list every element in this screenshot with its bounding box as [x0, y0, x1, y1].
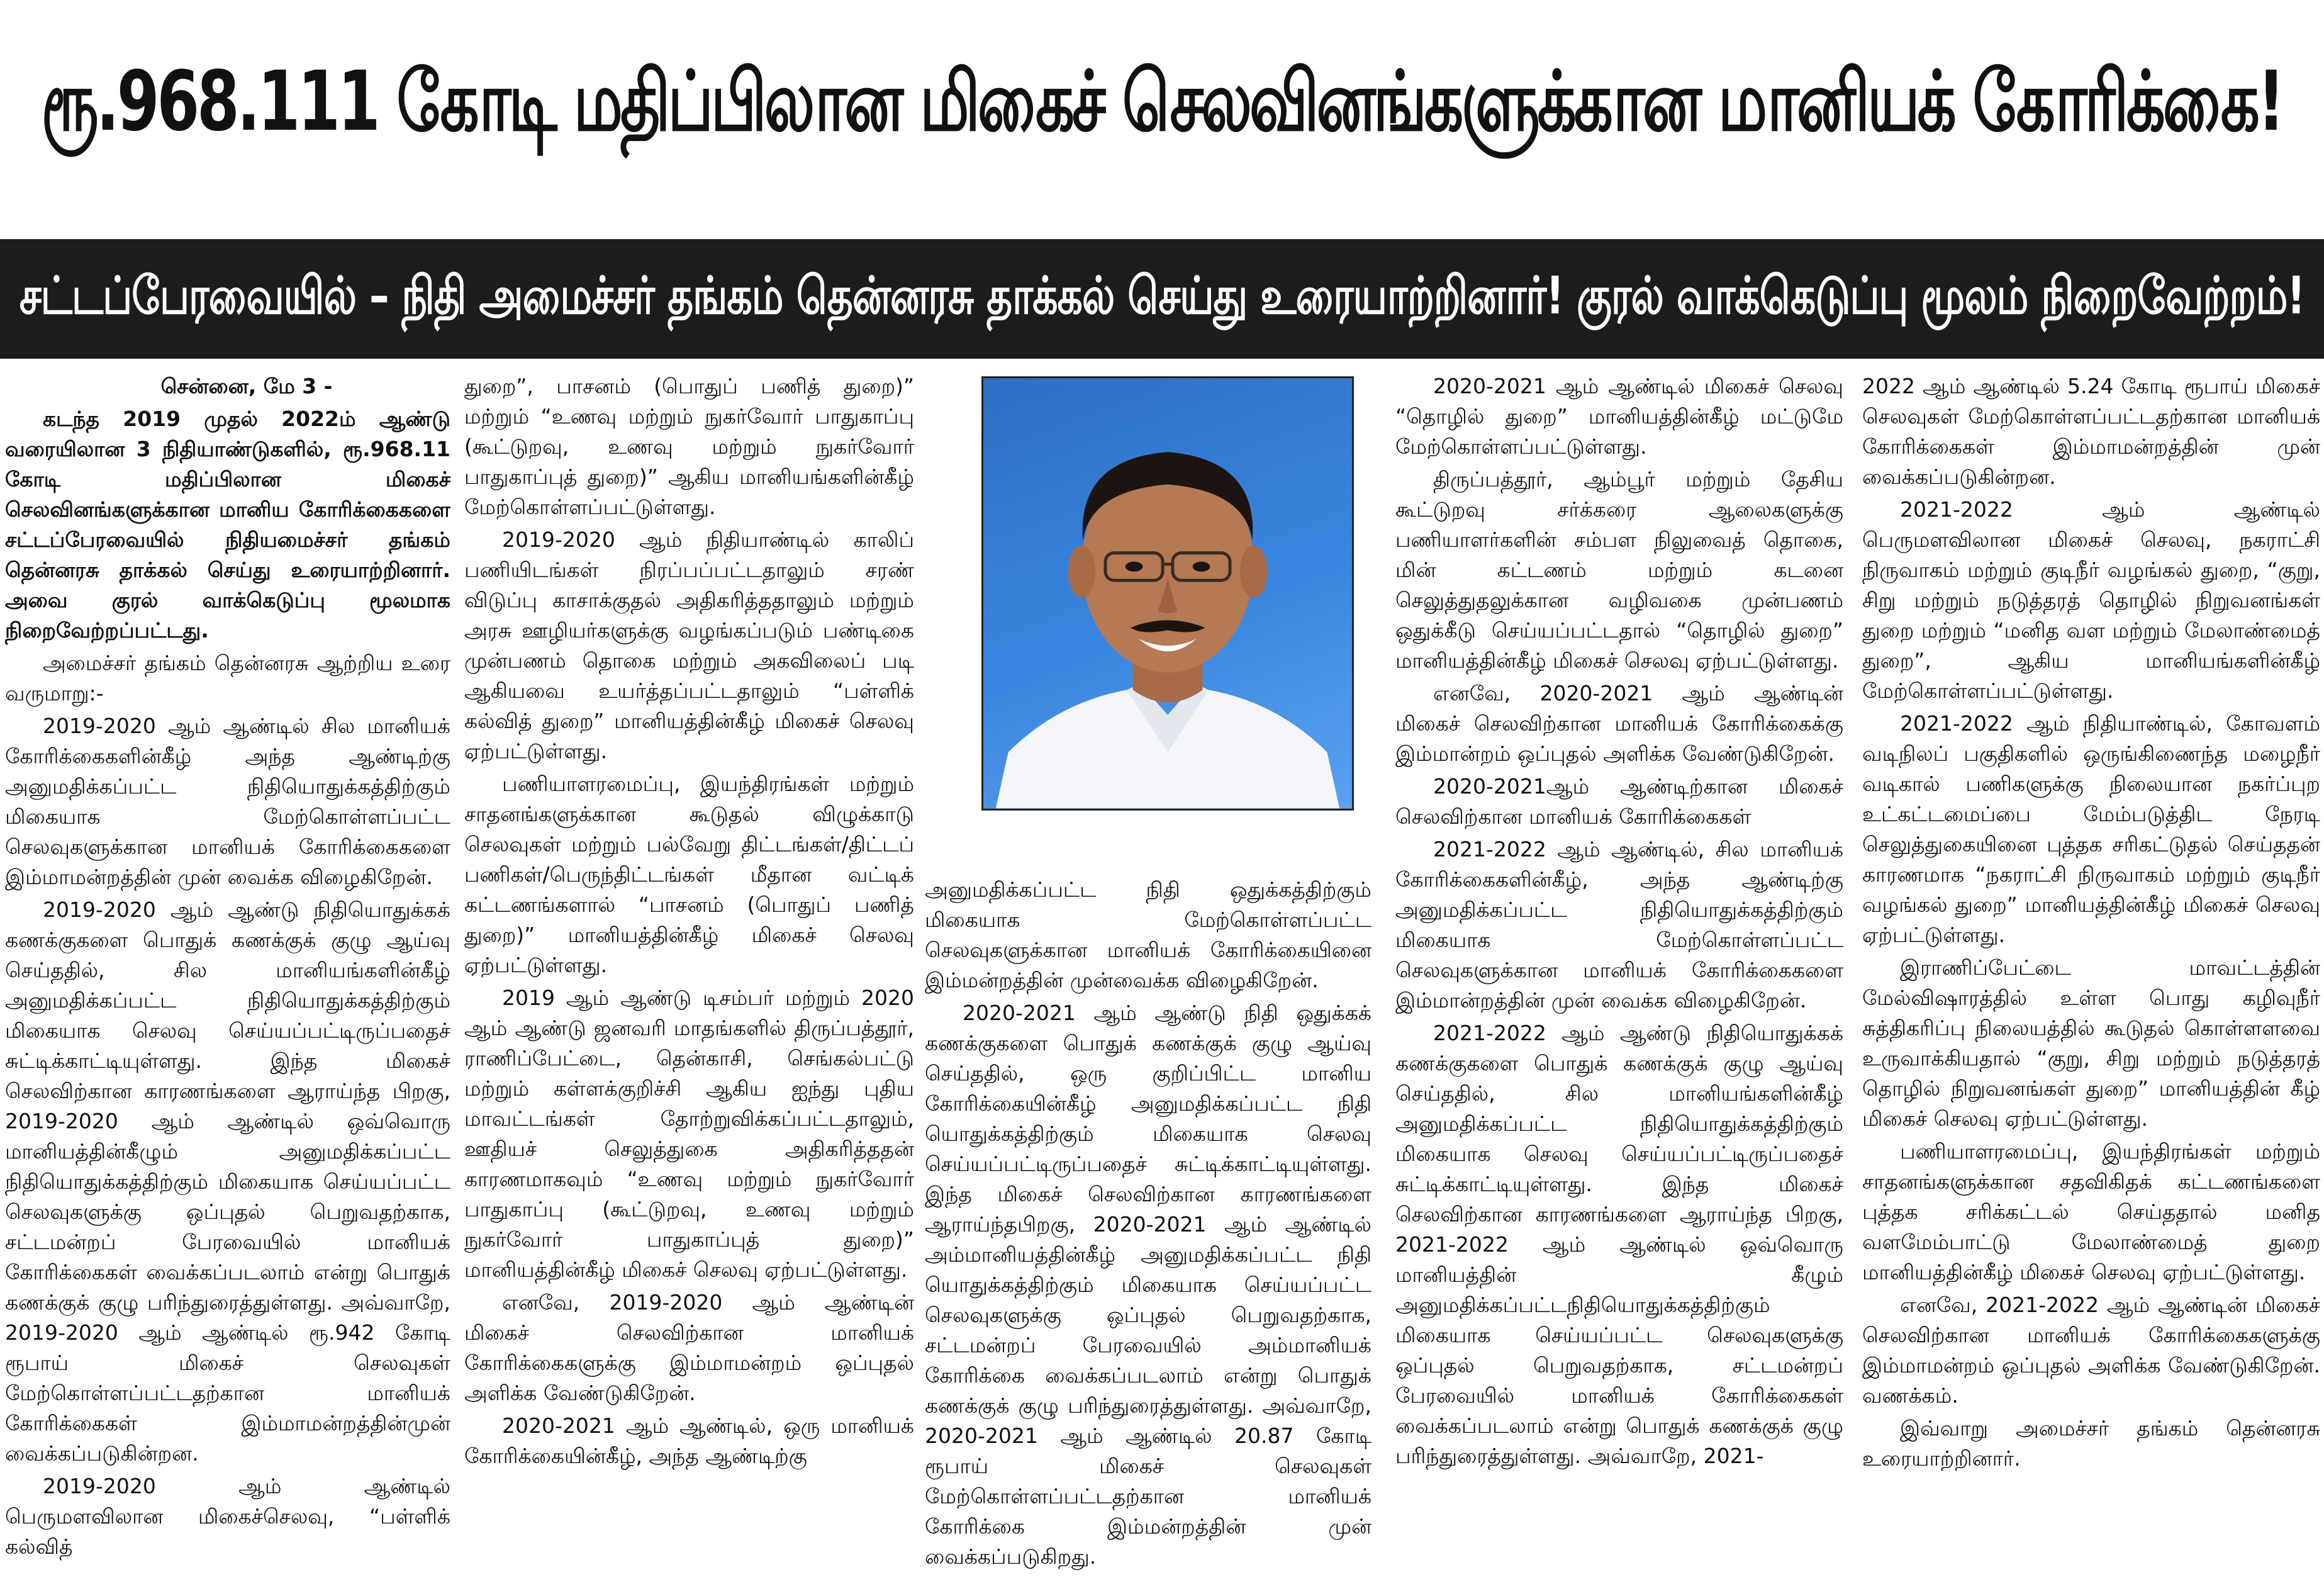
- column-4: [1395, 371, 1843, 1577]
- column-2: [464, 371, 914, 1577]
- lead-paragraph: கடந்த 2019 முதல் 2022ம் ஆண்டு வரையிலான 3 நிதியாண்டுகளில், ரூ.968.11 கோடி மதிப்பிலான மிகைச் செலவினங்களுக்கான மானிய கோரிக்கைகளை சட்டப்பேரவையில் நிதியமைச்சர் தங்கம் தென்னரசு தாக்கல் செய்து உரையாற்றினார். அவை குரல் வாக்கெடுப்பு மூலமாக நிறைவேற்றப்பட்டது.: [5, 407, 450, 643]
- headline: [0, 0, 2324, 214]
- column-3-body: [925, 875, 1371, 1574]
- paragraph: எனவே, 2019-2020 ஆம் ஆண்டின் மிகைச் செலவிற்கான மானியக் கோரிக்கைகளுக்கு இம்மாமன்றம் ஒப்புதல் அளிக்க வேண்டுகிறேன்.: [464, 1290, 914, 1405]
- portrait-illustration: [983, 378, 1352, 809]
- paragraph: இவ்வாறு அமைச்சர் தங்கம் தென்னரசு உரையாற்றினார்.: [1862, 1416, 2320, 1471]
- paragraph: பணியாளரமைப்பு, இயந்திரங்கள் மற்றும் சாதனங்களுக்கான சதவிகிதக் கட்டணங்களை புத்தக சரிக்கட்டல் செய்ததால் மனித வளமேம்பாட்டு மேலாண்மைத் துறை மானியத்தின்கீழ் மிகைச் செலவு ஏற்பட்டுள்ளது.: [1862, 1139, 2320, 1284]
- paragraph: 2021-2022 ஆம் ஆண்டு நிதியொதுக்கக் கணக்குகளை பொதுக் கணக்குக் குழு ஆய்வு செய்ததில், சில மானியங்களின்கீழ் அனுமதிக்கப்பட்ட நிதியொதுக்கத்திற்கும் மிகையாக செலவு செய்யப்பட்டிருப்பதைச் சுட்டிக்காட்டியுள்ளது. இந்த மிகைச் செலவிற்கான காரணங்களை ஆராய்ந்த பிறகு, 2021-2022 ஆம் ஆண்டில் ஒவ்வொரு மானியத்தின் கீழும் அனுமதிக்கப்பட்டநிதியொதுக்கத்திற்கும் மிகையாக செய்யப்பட்ட செலவுகளுக்கு ஒப்புதல் பெறுவதற்காக, சட்டமன்றப் பேரவையில் மானியக் கோரிக்கைகள் வைக்கப்படலாம் என்று பொதுக் கணக்குக் குழு பரிந்துரைத்துள்ளது. அவ்வாறே, 2021-: [1395, 1021, 1843, 1468]
- paragraph: 2019 ஆம் ஆண்டு டிசம்பர் மற்றும் 2020 ஆம் ஆண்டு ஜனவரி மாதங்களில் திருப்பத்தூர், ராணிப்பேட்டை, தென்காசி, செங்கல்பட்டு மற்றும் கள்ளக்குறிச்சி ஆகிய ஐந்து புதிய மாவட்டங்கள் தோற்றுவிக்கப்பட்டதாலும், ஊதியச் செலுத்துகை அதிகரித்ததன் காரணமாகவும் “உணவு மற்றும் நுகர்வோர் பாதுகாப்பு (கூட்டுறவு, உணவு மற்றும் நுகர்வோர் பாதுகாப்புத் துறை)” மானியத்தின்கீழ் மிகைச் செலவு ஏற்பட்டுள்ளது.: [464, 985, 914, 1282]
- paragraph: அனுமதிக்கப்பட்ட நிதி ஒதுக்கத்திற்கும் மிகையாக மேற்கொள்ளப்பட்ட செலவுகளுக்கான மானியக் கோரிக்கையினை இம்மன்றத்தின் முன்வைக்க விழைகிறேன்.: [925, 877, 1371, 992]
- paragraph: 2020-2021ஆம் ஆண்டிற்கான மிகைச் செலவிற்கான மானியக் கோரிக்கைகள்: [1395, 774, 1843, 829]
- paragraph: 2020-2021 ஆம் ஆண்டில், ஒரு மானியக் கோரிக்கையின்கீழ், அந்த ஆண்டிற்கு: [464, 1413, 914, 1468]
- paragraph: எனவே, 2020-2021 ஆம் ஆண்டின் மிகைச் செலவிற்கான மானியக் கோரிக்கைக்கு இம்மான்றம் ஒப்புதல் அளிக்க வேண்டுகிறேன்.: [1395, 681, 1843, 766]
- paragraph: அமைச்சர் தங்கம் தென்னரசு ஆற்றிய உரை வருமாறு:-: [5, 651, 450, 705]
- paragraph: திருப்பத்தூர், ஆம்பூர் மற்றும் தேசிய கூட்டுறவு சர்க்கரை ஆலைகளுக்கு பணியாளர்களின் சம்பள நிலுவைத் தொகை, மின் கட்டணம் மற்றும் கடனை செலுத்துதலுக்கான வழிவகை முன்பணம் ஒதுக்கீடு செய்யப்பட்டதால் “தொழில் துறை” மானியத்தின்கீழ் மிகைச் செலவு ஏற்பட்டுள்ளது.: [1395, 467, 1843, 673]
- paragraph: 2021-2022 ஆம் ஆண்டில் பெருமளவிலான மிகைச் செலவு, நகராட்சி நிருவாகம் மற்றும் குடிநீர் வழங்கல் துறை, “குறு, சிறு மற்றும் நடுத்தரத் தொழில் நிறுவனங்கள் துறை மற்றும் “மனித வள மற்றும் மேலாண்மைத் துறை”, ஆகிய மானியங்களின்கீழ் மேற்கொள்ளப்பட்டுள்ளது.: [1862, 497, 2320, 703]
- subheadline-bar: [0, 239, 2324, 359]
- dateline: சென்னை, மே 3 -: [160, 374, 333, 398]
- column-1: [5, 371, 450, 1577]
- paragraph: இராணிப்பேட்டை மாவட்டத்தின் மேல்விஷாரத்தில் உள்ள பொது கழிவுநீர் சுத்திகரிப்பு நிலையத்தில் கூடுதல் கொள்ளளவை உருவாக்கியதால் “குறு, சிறு மற்றும் நடுத்தரத் தொழில் நிறுவனங்கள் துறை” மானியத்தின் கீழ் மிகைச் செலவு ஏற்பட்டுள்ளது.: [1862, 955, 2320, 1131]
- subheadline-text: சட்டப்பேரவையில் – நிதி அமைச்சர் தங்கம் தென்னரசு தாக்கல் செய்து உரையாற்றினார்! குரல் வாக்கெடுப்பு மூலம் நிறைவேற்றம்!: [19, 265, 2305, 326]
- paragraph: 2021-2022 ஆம் நிதியாண்டில், கோவளம் வடிநிலப் பகுதிகளில் ஒருங்கிணைந்த மழைநீர் வடிகால் பணிகளுக்கு நிலையான நகர்ப்புற உட்கட்டமைப்பை மேம்படுத்திட நேரடி செலுத்துகையினை புத்தக சரிகட்டுதல் செய்ததன் காரணமாக “நகராட்சி நிருவாகம் மற்றும் குடிநீர் வழங்கல் துறை” மானியத்தின்கீழ் மிகைச் செலவு ஏற்பட்டுள்ளது.: [1862, 711, 2320, 947]
- headline-text: ரூ.968.111 கோடி மதிப்பிலான மிகைச் செலவினங்களுக்கான மானியக் கோரிக்கை!: [41, 53, 2283, 149]
- column-5: [1862, 371, 2320, 1577]
- paragraph: 2019-2020 ஆம் ஆண்டு நிதியொதுக்கக் கணக்குகளை பொதுக் கணக்குக் குழு ஆய்வு செய்ததில், சில மானியங்களின்கீழ் அனுமதிக்கப்பட்ட நிதியொதுக்கத்திற்கும் மிகையாக செலவு செய்யப்பட்டிருப்பதைச் சுட்டிக்காட்டியுள்ளது. இந்த மிகைச் செலவிற்கான காரணங்களை ஆராய்ந்த பிறகு, 2019-2020 ஆம் ஆண்டில் ஒவ்வொரு மானியத்தின்கீழும் அனுமதிக்கப்பட்ட நிதியொதுக்கத்திற்கும் மிகையாக செய்யப்பட்ட செலவுகளுக்கு ஒப்புதல் பெறுவதற்காக, சட்டமன்றப் பேரவையில் மானியக் கோரிக்கைகள் வைக்கப்படலாம் என்று பொதுக் கணக்குக் குழு பரிந்துரைத்துள்ளது. அவ்வாறே, 2019-2020 ஆம் ஆண்டில் ரூ.942 கோடி ரூபாய் மிகைச் செலவுகள் மேற்கொள்ளப்பட்டதற்கான மானியக் கோரிக்கைகள் இம்மாமன்றத்தின்முன் வைக்கப்படுகின்றன.: [5, 897, 450, 1466]
- paragraph: 2020-2021 ஆம் ஆண்டு நிதி ஒதுக்கக் கணக்குகளை பொதுக் கணக்குக் குழு ஆய்வு செய்ததில், ஒரு குறிப்பிட்ட மானிய கோரிக்கையின்கீழ் அனுமதிக்கப்பட்ட நிதி யொதுக்கத்திற்கும் மிகையாக செலவு செய்யப்பட்டிருப்பதைச் சுட்டிக்காட்டியுள்ளது. இந்த மிகைச் செலவிற்கான காரணங்களை ஆராய்ந்தபிறகு, 2020-2021 ஆம் ஆண்டில் அம்மானியத்தின்கீழ் அனுமதிக்கப்பட்ட நிதி யொதுக்கத்திற்கும் மிகையாக செய்யப்பட்ட செலவுகளுக்கு ஒப்புதல் பெறுவதற்காக, சட்டமன்றப் பேரவையில் அம்மானியக் கோரிக்கை வைக்கப்படலாம் என்று பொதுக் கணக்குக் குழு பரிந்துரைத்துள்ளது. அவ்வாறே, 2020-2021 ஆம் ஆண்டில் 20.87 கோடி ரூபாய் மிகைச் செலவுகள் மேற்கொள்ளப்பட்டதற்கான மானியக் கோரிக்கை இம்மன்றத்தின் முன் வைக்கப்படுகிறது.: [925, 1001, 1371, 1569]
- minister-photo: [981, 376, 1354, 811]
- paragraph: 2020-2021 ஆம் ஆண்டில் மிகைச் செலவு “தொழில் துறை” மானியத்தின்கீழ் மட்டுமே மேற்கொள்ளப்பட்டுள்ளது.: [1395, 374, 1843, 459]
- paragraph: 2019-2020 ஆம் ஆண்டில் பெருமளவிலான மிகைச்செலவு, “பள்ளிக் கல்வித்: [5, 1474, 450, 1559]
- paragraph: துறை”, பாசனம் (பொதுப் பணித் துறை)” மற்றும் “உணவு மற்றும் நுகர்வோர் பாதுகாப்பு (கூட்டுறவு, உணவு மற்றும் நுகர்வோர் பாதுகாப்புத் துறை)” ஆகிய மானியங்களின்கீழ் மேற்கொள்ளப்பட்டுள்ளது.: [464, 374, 914, 519]
- paragraph: 2022 ஆம் ஆண்டில் 5.24 கோடி ரூபாய் மிகைச் செலவுகள் மேற்கொள்ளப்பட்டதற்கான மானியக் கோரிக்கைகள் இம்மாமன்றத்தின் முன் வைக்கப்படுகின்றன.: [1862, 374, 2320, 489]
- paragraph: பணியாளரமைப்பு, இயந்திரங்கள் மற்றும் சாதனங்களுக்கான கூடுதல் விழுக்காடு செலவுகள் மற்றும் பல்வேறு திட்டங்கள்/திட்டப் பணிகள்/பெருந்திட்டங்கள் மீதான வட்டிக் கட்டணங்களால் “பாசனம் (பொதுப் பணித் துறை)” மானியத்தின்கீழ் மிகைச் செலவு ஏற்பட்டுள்ளது.: [464, 772, 914, 977]
- paragraph: எனவே, 2021-2022 ஆம் ஆண்டின் மிகைச் செலவிற்கான மானியக் கோரிக்கைகளுக்கு இம்மாமன்றம் ஒப்புதல் அளிக்க வேண்டுகிறேன். வணக்கம்.: [1862, 1293, 2320, 1408]
- paragraph: 2019-2020 ஆம் ஆண்டில் சில மானியக் கோரிக்கைகளின்கீழ் அந்த ஆண்டிற்கு அனுமதிக்கப்பட்ட நிதியொதுக்கத்திற்கும் மிகையாக மேற்கொள்ளப்பட்ட செலவுகளுக்கான மானியக் கோரிக்கைகளை இம்மாமன்றத்தின் முன் வைக்க விழைகிறேன்.: [5, 714, 450, 889]
- paragraph: 2019-2020 ஆம் நிதியாண்டில் காலிப் பணியிடங்கள் நிரப்பப்பட்டதாலும் சரண் விடுப்பு காசாக்குதல் அதிகரித்ததாலும் மற்றும் அரசு ஊழியர்களுக்கு வழங்கப்படும் பண்டிகை முன்பணம் தொகை மற்றும் அகவிலைப் படி ஆகியவை உயர்த்தப்பட்டதாலும் “பள்ளிக் கல்வித் துறை” மானியத்தின்கீழ் மிகைச் செலவு ஏற்பட்டுள்ளது.: [464, 527, 914, 763]
- paragraph: 2021-2022 ஆம் ஆண்டில், சில மானியக் கோரிக்கைகளின்கீழ், அந்த ஆண்டிற்கு அனுமதிக்கப்பட்ட நிதியொதுக்கத்திற்கும் மிகையாக மேற்கொள்ளப்பட்ட செலவுகளுக்கான மானியக் கோரிக்கைகளை இம்மான்றத்தின் முன் வைக்க விழைகிறேன்.: [1395, 837, 1843, 1013]
